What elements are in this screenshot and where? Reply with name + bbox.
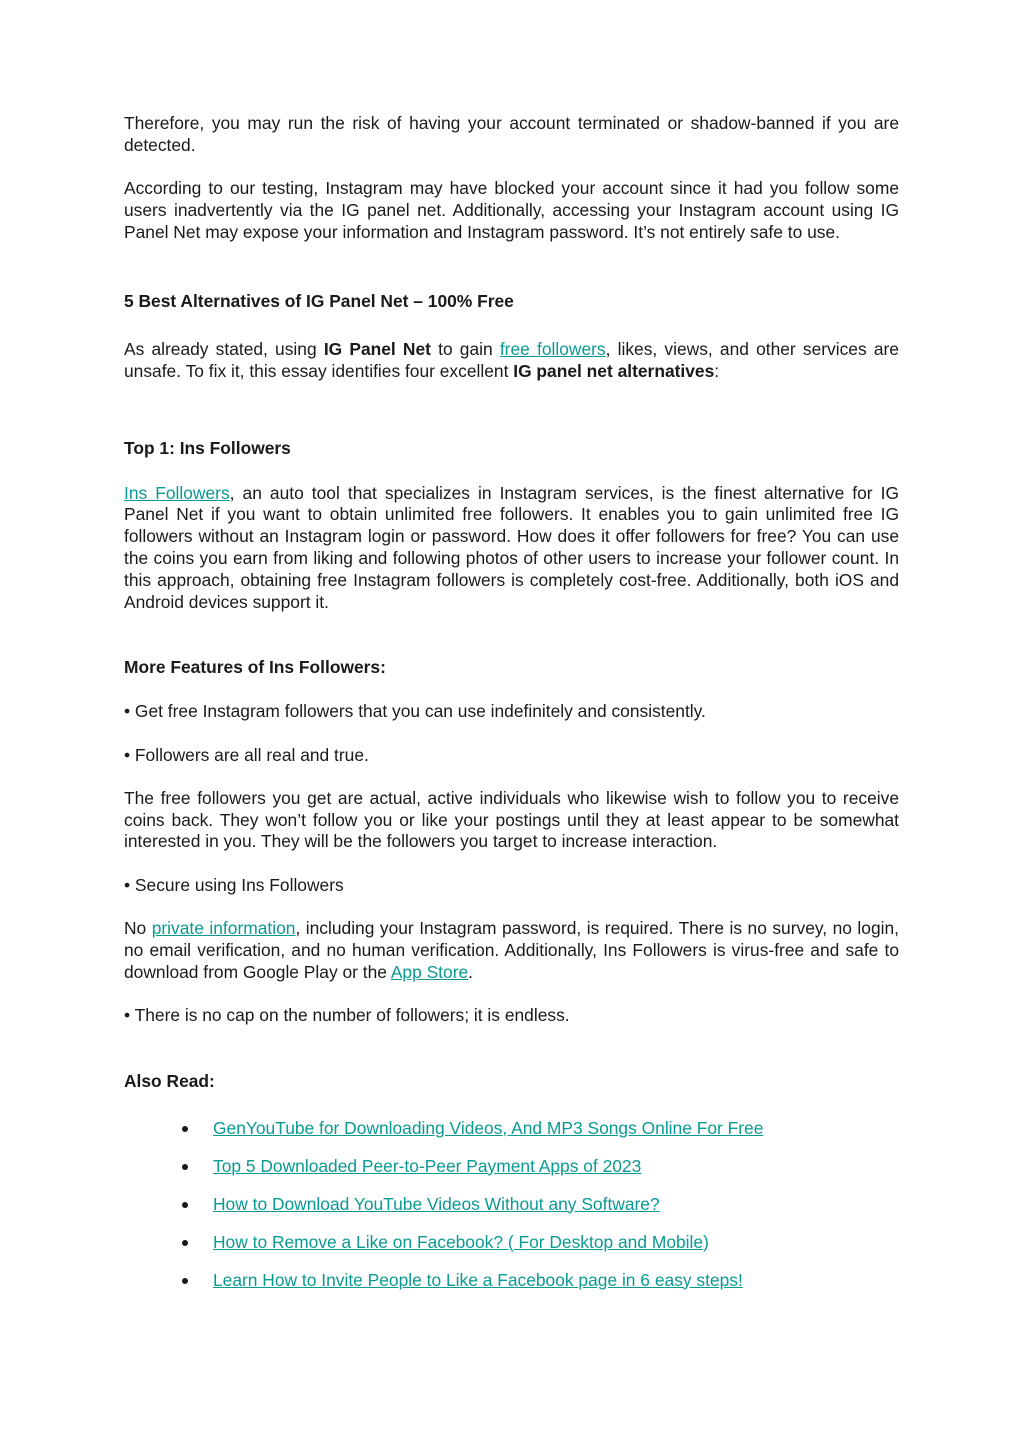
bullet-icon xyxy=(182,1164,188,1170)
paragraph-intro: As already stated, using IG Panel Net to gain free followers, likes, views, and other services are unsafe. To fix it, this essay identifies four excellent IG panel net alternatives: xyxy=(124,339,899,382)
also-read-link-invite-people[interactable]: Learn How to Invite People to Like a Facebook page in 6 easy steps! xyxy=(213,1269,743,1290)
also-read-link-payment-apps[interactable]: Top 5 Downloaded Peer-to-Peer Payment Apps of 2023 xyxy=(213,1155,642,1176)
document-page xyxy=(124,113,899,1291)
list-item xyxy=(124,1231,899,1253)
paragraph-real-followers: The free followers you get are actual, active individuals who likewise wish to follow you to receive coins back. They won’t follow you or like your postings until they at least appear to be somewhat interested in you. They will be the followers you target to increase interaction. xyxy=(124,787,899,852)
heading-also-read: Also Read: xyxy=(124,1070,215,1091)
list-item xyxy=(124,1155,899,1177)
heading-top1: Top 1: Ins Followers xyxy=(124,437,291,458)
also-read-list xyxy=(124,1117,899,1291)
bullet-icon xyxy=(182,1278,188,1284)
also-read-link-remove-like[interactable]: How to Remove a Like on Facebook? ( For Desktop and Mobile) xyxy=(213,1231,709,1252)
also-read-link-genyoutube[interactable]: GenYouTube for Downloading Videos, And MP3 Songs Online For Free xyxy=(213,1117,764,1138)
list-item xyxy=(124,1193,899,1215)
link-private-information[interactable]: private information xyxy=(151,918,296,939)
paragraph-privacy: No private information, including your Instagram password, is required. There is no survey, no login, no email verification, and no human verification. Additionally, Ins Followers is virus-free and safe to download from Google Play or the App Store. xyxy=(124,918,900,982)
paragraph-testing: According to our testing, Instagram may have blocked your account since it had you follow some users inadvertently via the IG panel net. Additionally, accessing your Instagram account using IG Panel Net may expose your information and Instagram password. It’s not entirely safe to use. xyxy=(124,178,899,242)
paragraph-top1: Ins Followers, an auto tool that specializes in Instagram services, is the finest alternative for IG Panel Net if you want to obtain unlimited free followers. It enables you to gain unlimited free IG followers without an Instagram login or password. How does it offer followers for free? You can use the coins you earn from liking and following photos of other users to increase your follower count. In this approach, obtaining free Instagram followers is completely cost-free. Additionally, both iOS and Android devices support it. xyxy=(124,482,899,612)
link-app-store[interactable]: App Store xyxy=(390,961,469,982)
bullet-icon xyxy=(182,1126,188,1132)
link-free-followers[interactable]: free followers xyxy=(499,339,606,360)
bullet-icon xyxy=(182,1202,188,1208)
paragraph-risk: Therefore, you may run the risk of having your account terminated or shadow-banned if you are detected. xyxy=(124,113,899,155)
also-read-link-youtube-download[interactable]: How to Download YouTube Videos Without any Software? xyxy=(213,1193,660,1214)
feature-bullet-4: • There is no cap on the number of followers; it is endless. xyxy=(124,1004,570,1025)
link-ins-followers[interactable]: Ins Followers xyxy=(124,482,230,503)
feature-bullet-3: • Secure using Ins Followers xyxy=(124,874,344,895)
list-item xyxy=(124,1117,899,1139)
feature-bullet-2: • Followers are all real and true. xyxy=(124,744,369,765)
feature-bullet-1: • Get free Instagram followers that you can use indefinitely and consistently. xyxy=(124,701,706,722)
bold-ig-panel-net: IG Panel Net xyxy=(323,339,431,360)
list-item xyxy=(124,1269,899,1291)
bold-alternatives: IG panel net alternatives xyxy=(513,361,715,382)
bullet-icon xyxy=(182,1240,188,1246)
section-heading-alternatives: 5 Best Alternatives of IG Panel Net – 100% Free xyxy=(124,291,514,312)
heading-more-features: More Features of Ins Followers: xyxy=(124,657,386,678)
